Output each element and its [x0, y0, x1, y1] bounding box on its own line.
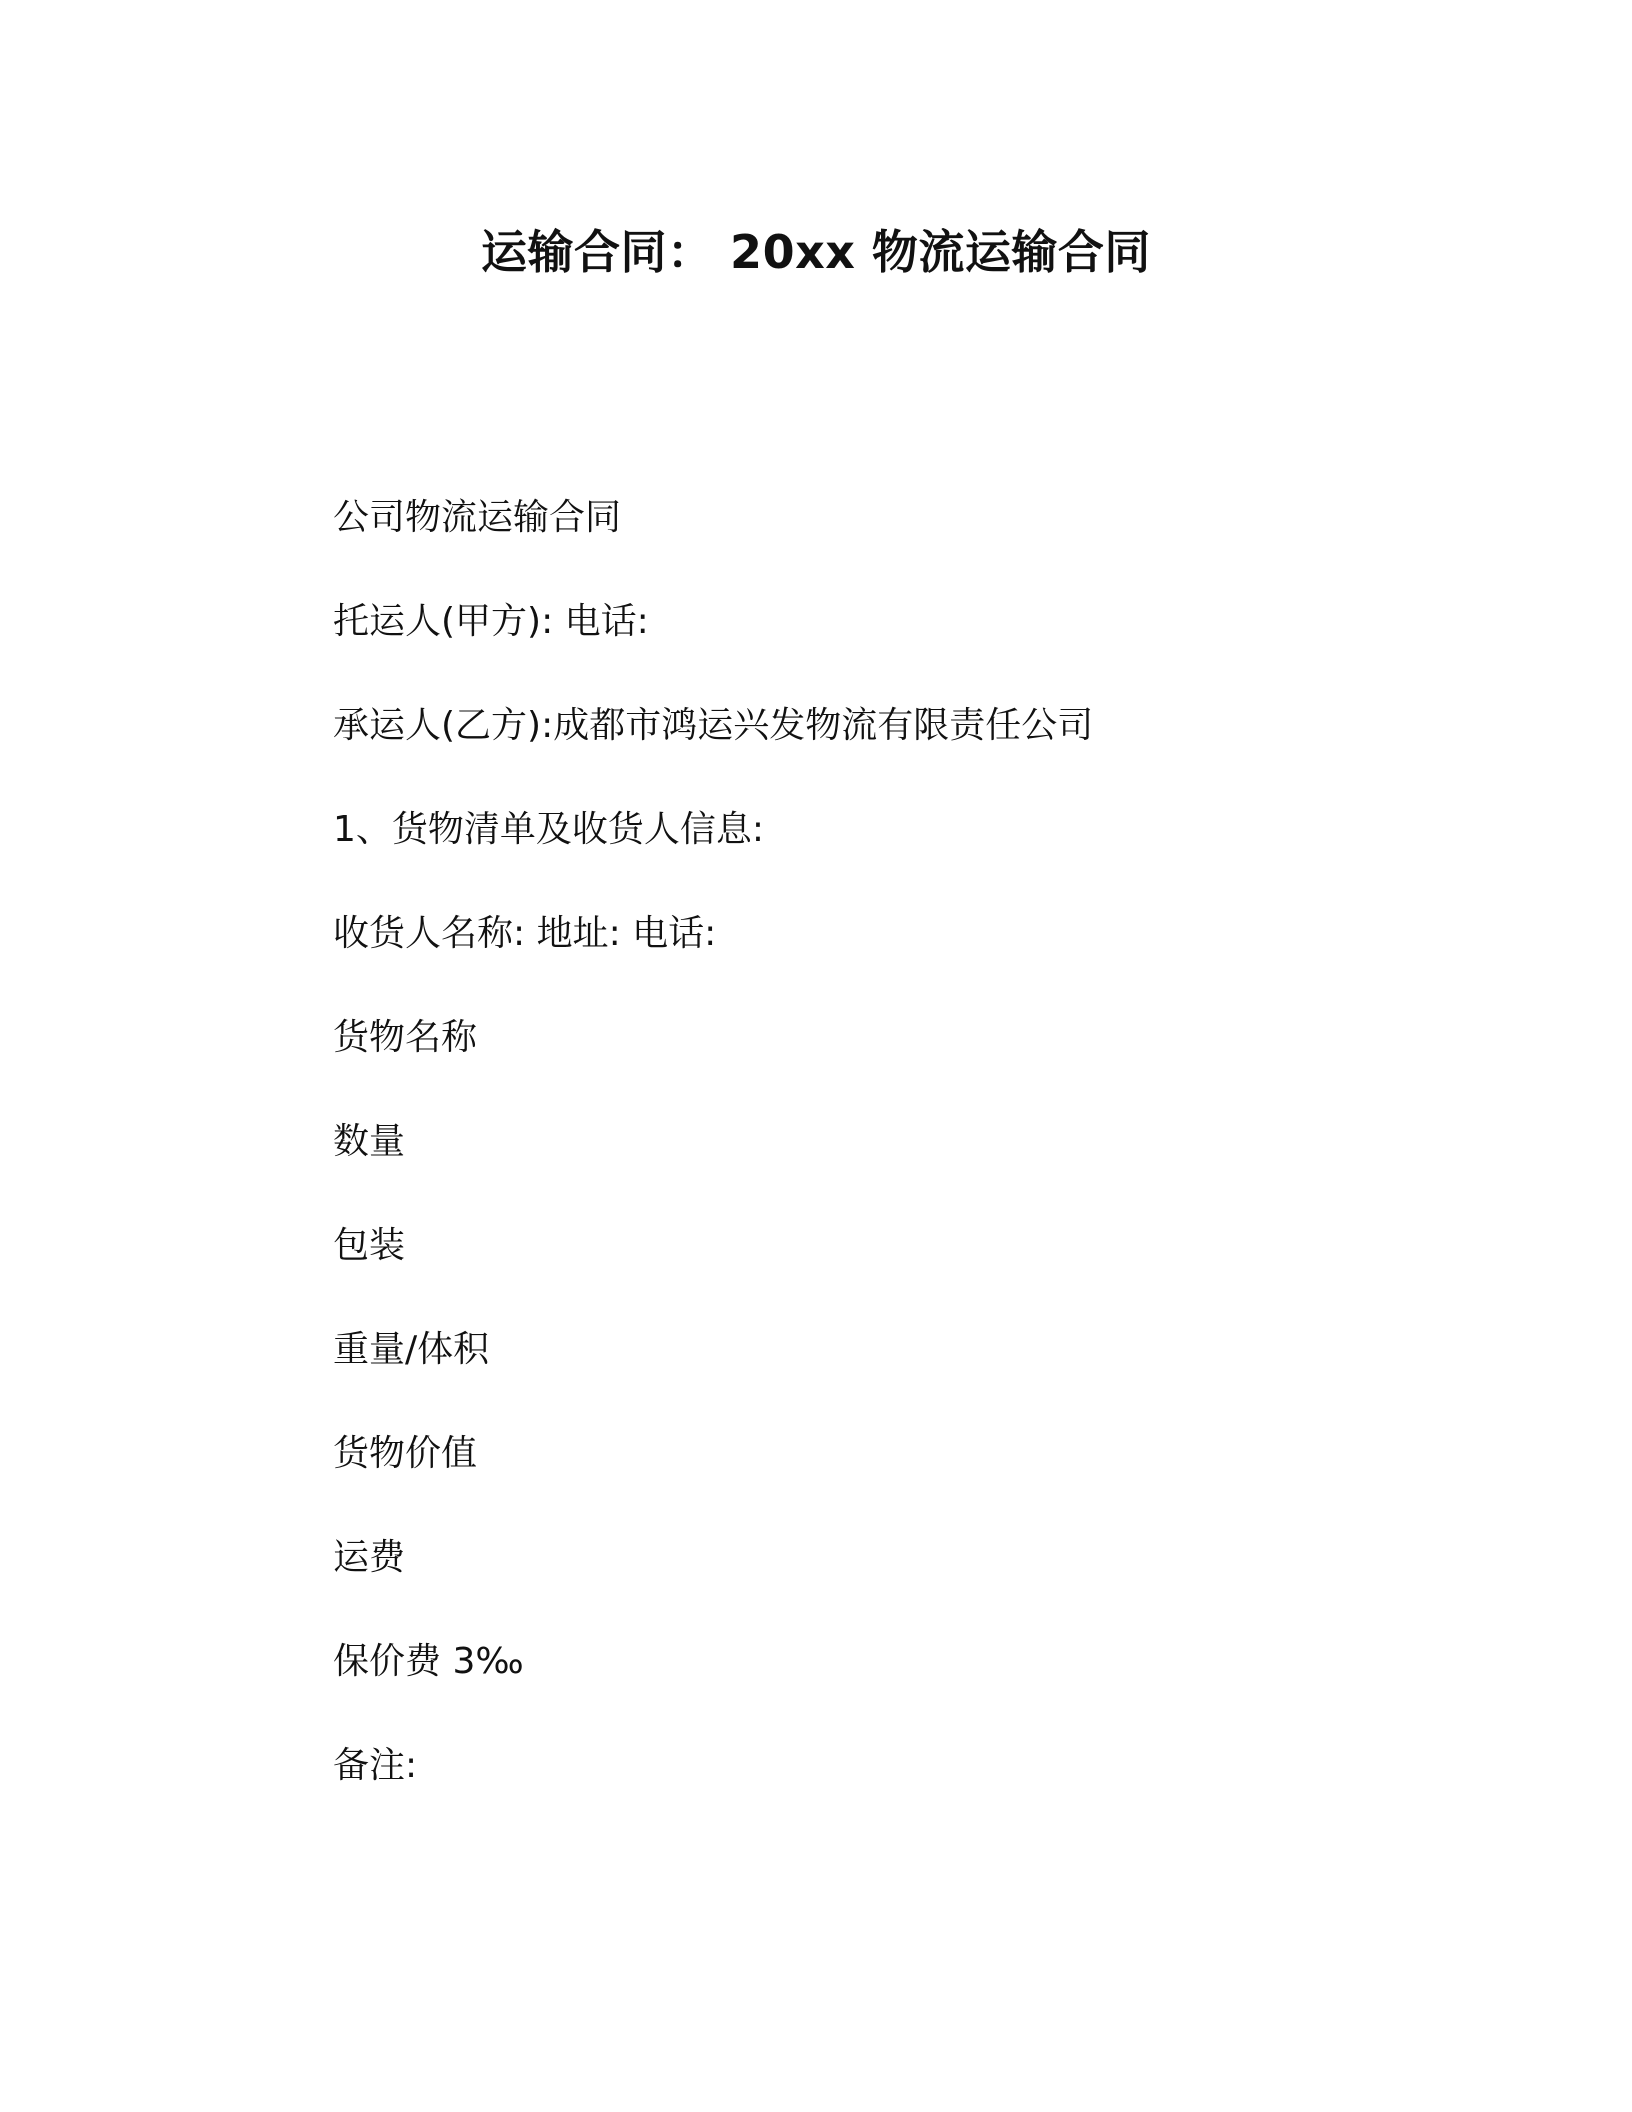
carrier-line: 承运人(乙方):成都市鸿运兴发物流有限责任公司: [333, 705, 1094, 746]
insurance-fee-line: 保价费 3‰: [333, 1641, 524, 1682]
remarks-line: 备注:: [333, 1745, 418, 1786]
consignee-line: 收货人名称: 地址: 电话:: [333, 913, 717, 954]
contract-heading: 公司物流运输合同: [333, 497, 622, 538]
weight-volume-line: 重量/体积: [333, 1329, 490, 1370]
goods-name-line: 货物名称: [333, 1017, 478, 1058]
quantity-line: 数量: [333, 1121, 406, 1162]
freight-line: 运费: [333, 1537, 406, 1578]
section-1-heading: 1、货物清单及收货人信息:: [333, 809, 765, 850]
shipper-line: 托运人(甲方): 电话:: [333, 601, 649, 642]
packaging-line: 包装: [333, 1225, 406, 1266]
goods-value-line: 货物价值: [333, 1433, 478, 1474]
document-body: [333, 488, 1433, 1840]
document-title: 运输合同： 20xx 物流运输合同: [481, 225, 1151, 279]
